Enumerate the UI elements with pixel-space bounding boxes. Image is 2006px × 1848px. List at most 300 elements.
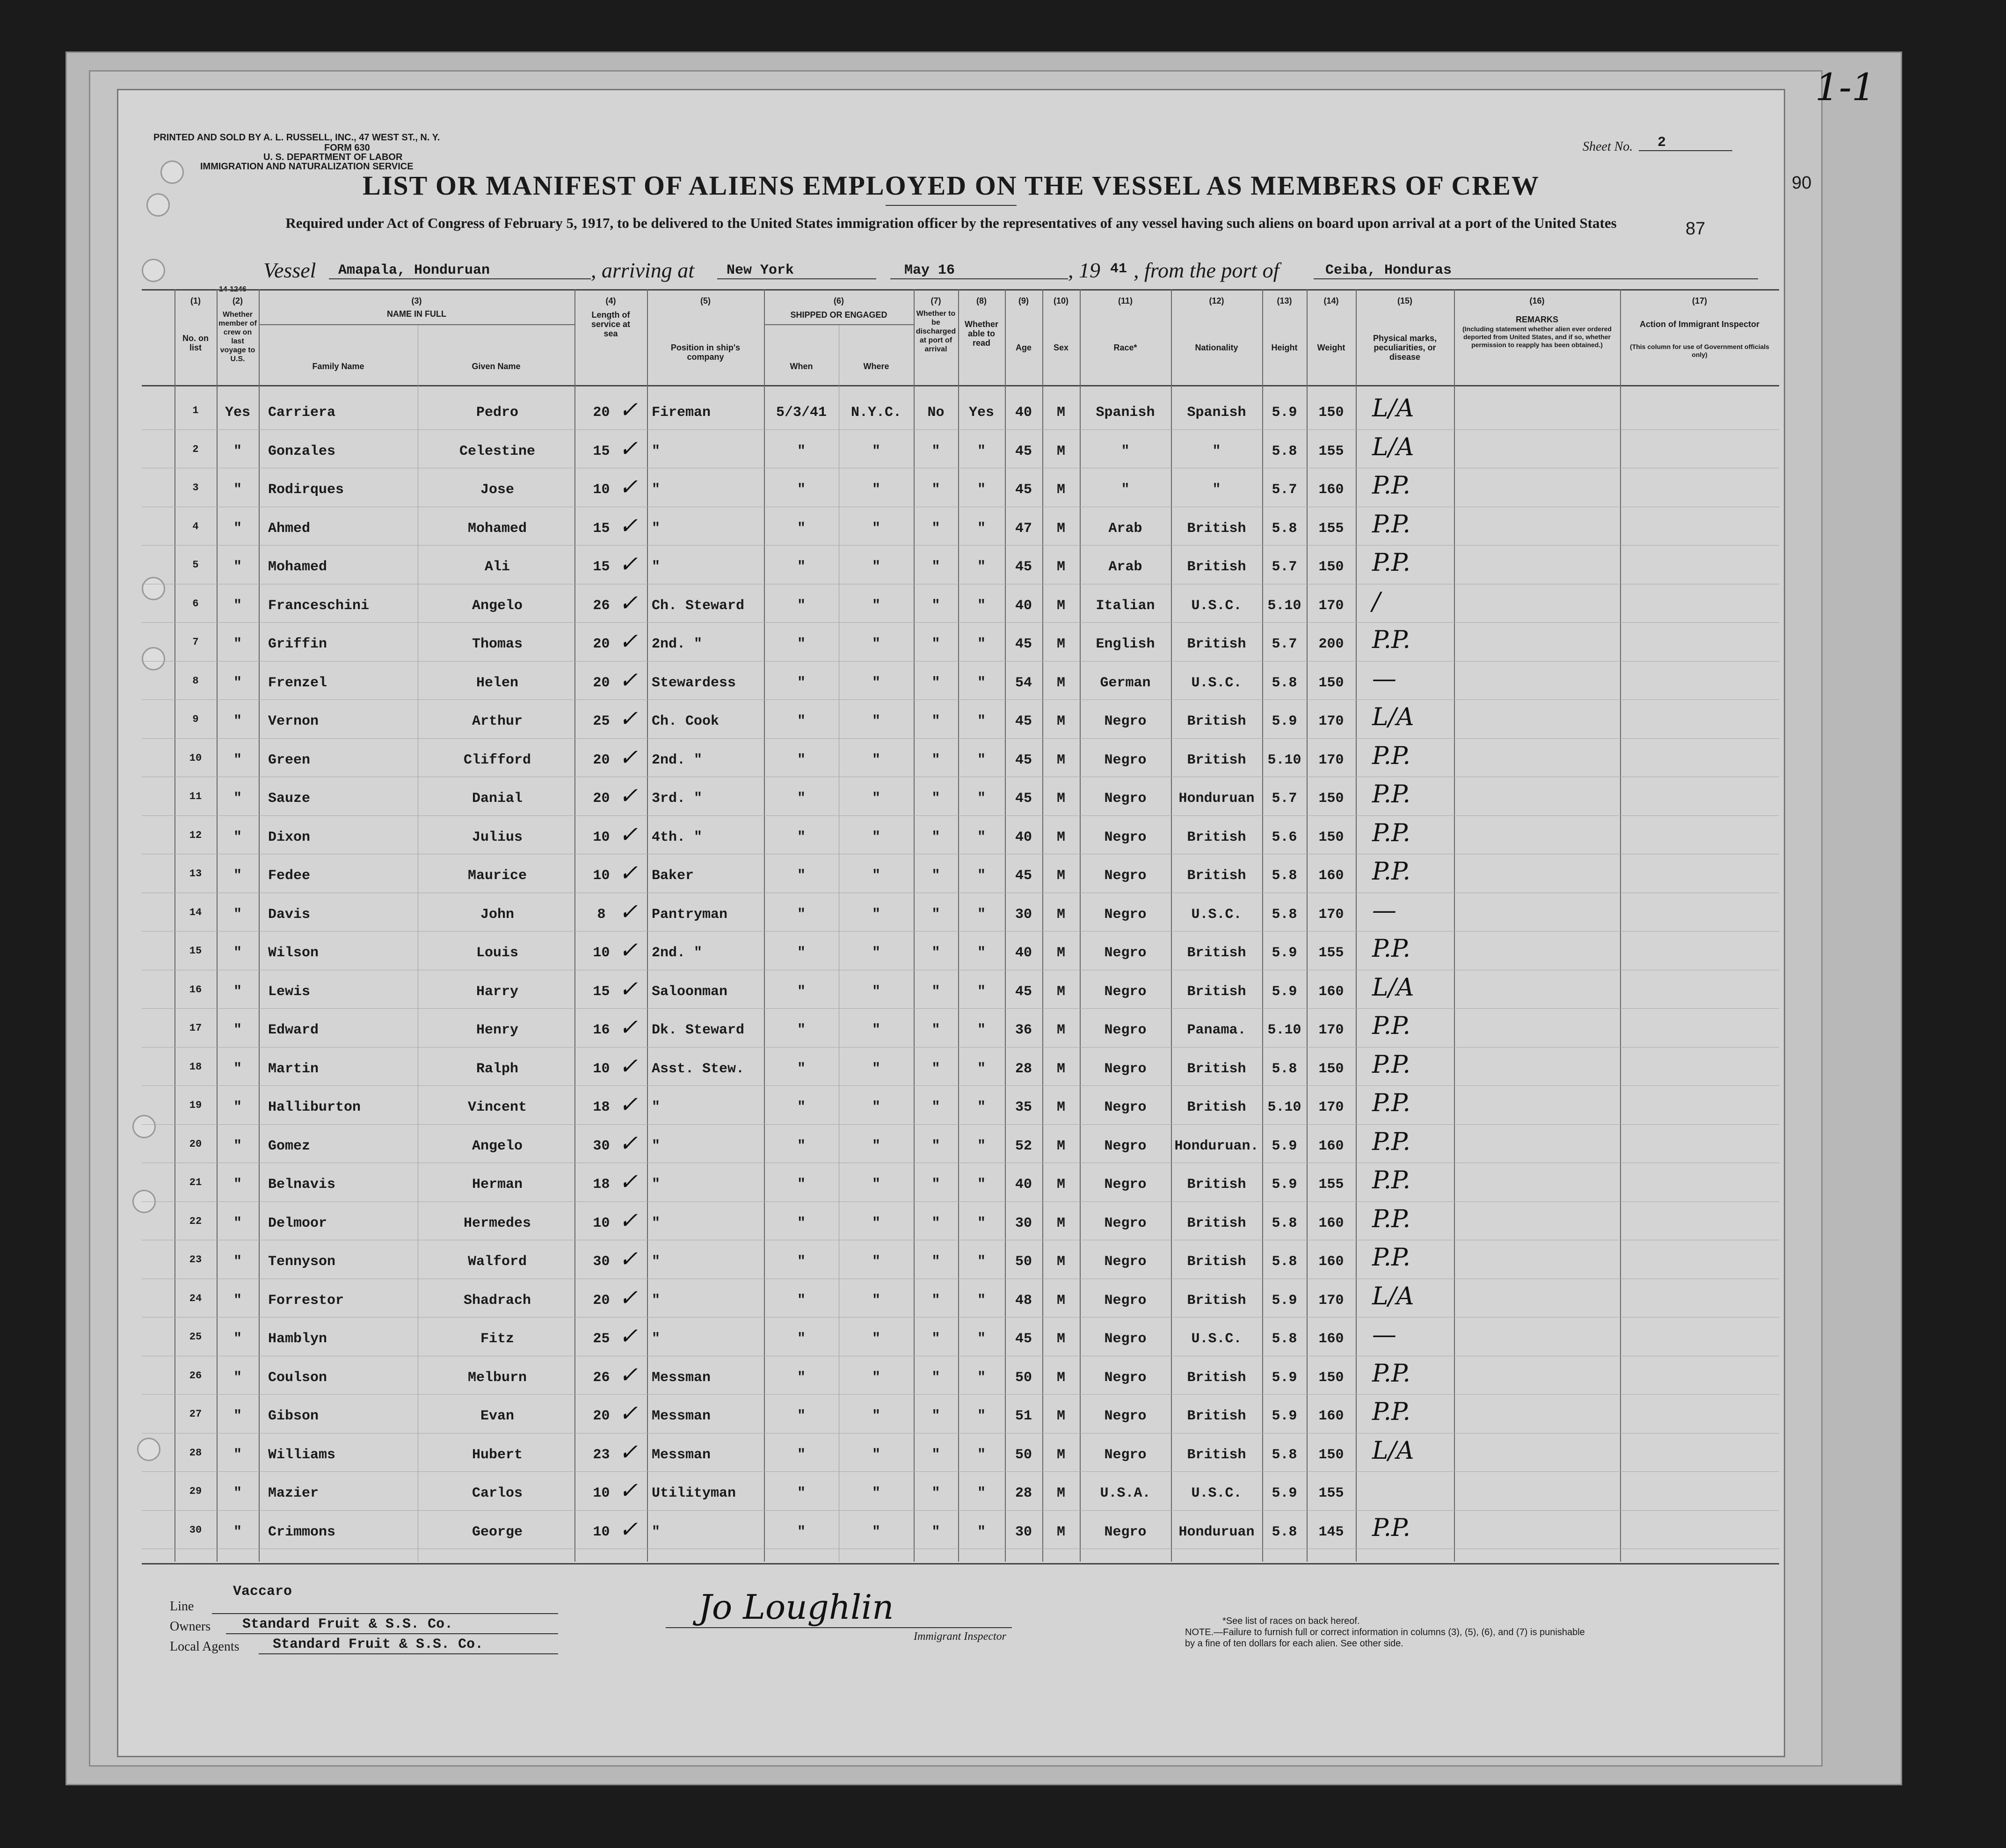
nationality: Honduruan (1178, 1524, 1255, 1540)
height: 5.8 (1272, 1447, 1297, 1463)
col-hdr-5-num: (5) (700, 296, 711, 306)
sex: M (1056, 829, 1065, 845)
last-voyage: " (233, 1215, 242, 1231)
height: 5.8 (1272, 1215, 1297, 1231)
family-name: Gibson (268, 1408, 319, 1424)
col-hdr-12-label: Nationality (1195, 343, 1238, 352)
shipped-when: 5/3/41 (776, 405, 827, 421)
nationality: British (1187, 1369, 1246, 1386)
discharged: " (931, 983, 940, 1000)
family-name: Mazier (268, 1485, 319, 1501)
weight: 150 (1318, 559, 1344, 575)
vessel-value: Amapala, Honduruan (338, 262, 490, 278)
year-value: 41 (1110, 261, 1127, 277)
col-hdr-15-label: Physical marks, peculiarities, or disease (1373, 334, 1437, 362)
given-name: Danial (472, 791, 523, 807)
shipped-when: " (797, 482, 806, 498)
shipped-where: " (872, 482, 880, 498)
race: Negro (1104, 1061, 1147, 1077)
agents-value: Standard Fruit & S.S. Co. (273, 1637, 484, 1652)
check-mark-icon: ✓ (619, 1169, 638, 1195)
row-rule (142, 699, 1779, 700)
height: 5.10 (1267, 1022, 1301, 1038)
family-name: Forrestor (268, 1292, 344, 1309)
physical-marks: P.P. (1372, 858, 1410, 886)
physical-marks: L/A (1372, 1436, 1414, 1465)
shipped-when: " (797, 1022, 806, 1038)
weight: 160 (1318, 1215, 1344, 1231)
height: 5.8 (1272, 1061, 1297, 1077)
col-hdr-3-num: (3) (411, 296, 422, 306)
age: 40 (1015, 945, 1032, 961)
nationality: British (1187, 1099, 1246, 1115)
position: Saloonman (652, 983, 728, 1000)
sex: M (1056, 559, 1065, 575)
race: " (1121, 482, 1130, 498)
agents-underline (259, 1653, 558, 1654)
physical-marks: — (1372, 664, 1396, 693)
discharged: " (931, 1369, 940, 1386)
nationality: British (1187, 636, 1246, 652)
service-years: 20 (593, 752, 610, 768)
race: Negro (1104, 829, 1147, 845)
last-voyage: " (233, 1485, 242, 1501)
shipped-where: " (872, 752, 880, 768)
age: 36 (1015, 1022, 1032, 1038)
race: Arab (1108, 559, 1142, 575)
service-years: 16 (593, 1022, 610, 1038)
age: 50 (1015, 1447, 1032, 1463)
family-name: Edward (268, 1022, 319, 1038)
sex: M (1056, 752, 1065, 768)
height: 5.9 (1272, 1369, 1297, 1386)
shipped-when: " (797, 675, 806, 691)
shipped-when: " (797, 1331, 806, 1347)
race: Negro (1104, 1447, 1147, 1463)
row-no: 24 (189, 1292, 202, 1304)
agents-label: Local Agents (170, 1639, 240, 1654)
row-rule (142, 815, 1779, 816)
row-rule (142, 1471, 1779, 1472)
position: Dk. Steward (652, 1022, 745, 1038)
family-name: Davis (268, 906, 311, 923)
last-voyage: " (233, 482, 242, 498)
family-name: Williams (268, 1447, 336, 1463)
age: 45 (1015, 1331, 1032, 1347)
discharged: " (931, 1292, 940, 1309)
age: 40 (1015, 597, 1032, 614)
sex: M (1056, 1447, 1065, 1463)
height: 5.7 (1272, 482, 1297, 498)
height: 5.7 (1272, 791, 1297, 807)
physical-marks: P.P. (1372, 780, 1410, 808)
height: 5.9 (1272, 1292, 1297, 1309)
shipped-where: " (872, 1447, 880, 1463)
race: U.S.A. (1100, 1485, 1151, 1501)
name-subhead-rule (259, 324, 574, 325)
race: Negro (1104, 1369, 1147, 1386)
sex: M (1056, 1292, 1065, 1309)
race: Negro (1104, 1524, 1147, 1540)
physical-marks: P.P. (1372, 1398, 1410, 1426)
position: " (652, 482, 661, 498)
nationality: British (1187, 1177, 1246, 1193)
col-hdr-given: Given Name (472, 362, 521, 371)
service-years: 20 (593, 1408, 610, 1424)
height: 5.9 (1272, 1408, 1297, 1424)
nationality: U.S.C. (1191, 597, 1242, 614)
header-bottom-rule (142, 385, 1779, 386)
sex: M (1056, 405, 1065, 421)
shipped-subhead-rule (764, 324, 914, 325)
physical-marks: P.P. (1372, 1205, 1410, 1233)
race: Spanish (1096, 405, 1155, 421)
weight: 170 (1318, 1022, 1344, 1038)
discharged: " (931, 1331, 940, 1347)
given-name: Hermedes (463, 1215, 531, 1231)
shipped-where: " (872, 1408, 880, 1424)
physical-marks: L/A (1372, 703, 1414, 731)
age: 28 (1015, 1061, 1032, 1077)
shipped-where: " (872, 443, 880, 459)
check-mark-icon: ✓ (619, 1439, 638, 1465)
shipped-when: " (797, 636, 806, 652)
col-line (1620, 289, 1621, 1562)
family-name: Coulson (268, 1369, 327, 1386)
weight: 170 (1318, 597, 1344, 614)
family-name: Griffin (268, 636, 327, 652)
sex: M (1056, 1177, 1065, 1193)
check-mark-icon: ✓ (619, 975, 638, 1002)
position: " (652, 1254, 661, 1270)
sex: M (1056, 520, 1065, 537)
col-hdr-3-label: NAME IN FULL (387, 309, 446, 319)
check-mark-icon: ✓ (619, 1323, 638, 1349)
service-years: 15 (593, 559, 610, 575)
last-voyage: " (233, 1292, 242, 1309)
sex: M (1056, 1331, 1065, 1347)
last-voyage: " (233, 1254, 242, 1270)
nationality: British (1187, 752, 1246, 768)
row-no: 28 (189, 1447, 202, 1459)
last-voyage: " (233, 791, 242, 807)
given-name: Hubert (472, 1447, 523, 1463)
col-line (647, 289, 648, 1562)
sex: M (1056, 906, 1065, 923)
discharged: " (931, 1022, 940, 1038)
position: " (652, 559, 661, 575)
row-no: 10 (189, 752, 202, 764)
age: 28 (1015, 1485, 1032, 1501)
able-to-read: " (977, 443, 986, 459)
row-no: 26 (189, 1369, 202, 1382)
weight: 150 (1318, 405, 1344, 421)
physical-marks: P.P. (1372, 1012, 1410, 1040)
age: 30 (1015, 1215, 1032, 1231)
able-to-read: Yes (968, 405, 994, 421)
race: English (1096, 636, 1155, 652)
position: Utilityman (652, 1485, 736, 1501)
physical-marks: P.P. (1372, 1513, 1410, 1542)
height: 5.8 (1272, 1254, 1297, 1270)
position: " (652, 1331, 661, 1347)
check-mark-icon: ✓ (619, 1400, 638, 1426)
nationality: " (1212, 443, 1221, 459)
given-name: Herman (472, 1177, 523, 1193)
height: 5.7 (1272, 636, 1297, 652)
last-voyage: " (233, 1177, 242, 1193)
sex: M (1056, 1485, 1065, 1501)
physical-marks: P.P. (1372, 1244, 1410, 1272)
physical-marks: — (1372, 896, 1396, 924)
col-hdr-16-label: REMARKS (1515, 315, 1558, 324)
position: Asst. Stew. (652, 1061, 745, 1077)
service-years: 26 (593, 1369, 610, 1386)
family-name: Tennyson (268, 1254, 336, 1270)
shipped-where: " (872, 1254, 880, 1270)
row-no: 15 (189, 945, 202, 957)
nationality: U.S.C. (1191, 675, 1242, 691)
height: 5.10 (1267, 597, 1301, 614)
col-hdr-4-num: (4) (605, 296, 616, 306)
from-underline (1314, 278, 1758, 279)
col-hdr-2-label: Whether member of crew on last voyage to U.S. (218, 311, 257, 363)
height: 5.8 (1272, 520, 1297, 537)
given-name: Evan (480, 1408, 514, 1424)
row-no: 11 (189, 791, 202, 802)
family-name: Vernon (268, 713, 319, 729)
nationality: " (1212, 482, 1221, 498)
shipped-when: " (797, 597, 806, 614)
given-name: Shadrach (463, 1292, 531, 1309)
able-to-read: " (977, 906, 986, 923)
age: 45 (1015, 443, 1032, 459)
shipped-when: " (797, 443, 806, 459)
able-to-read: " (977, 868, 986, 884)
shipped-where: " (872, 1215, 880, 1231)
position: " (652, 1099, 661, 1115)
check-mark-icon: ✓ (619, 1516, 638, 1542)
height: 5.9 (1272, 945, 1297, 961)
shipped-where: " (872, 1485, 880, 1501)
discharged: " (931, 1524, 940, 1540)
age: 50 (1015, 1254, 1032, 1270)
row-no: 23 (189, 1254, 202, 1266)
service-years: 10 (593, 1524, 610, 1540)
physical-marks: L/A (1372, 394, 1414, 422)
able-to-read: " (977, 1331, 986, 1347)
nationality: British (1187, 520, 1246, 537)
row-no: 27 (189, 1408, 202, 1420)
last-voyage: " (233, 1138, 242, 1154)
sex: M (1056, 713, 1065, 729)
weight: 155 (1318, 1177, 1344, 1193)
height: 5.9 (1272, 405, 1297, 421)
able-to-read: " (977, 482, 986, 498)
position: " (652, 1177, 661, 1193)
family-name: Mohamed (268, 559, 327, 575)
sex: M (1056, 1254, 1065, 1270)
physical-marks: P.P. (1372, 549, 1410, 577)
col-hdr-7-num: (7) (930, 296, 941, 306)
form-number: FORM 630 (324, 143, 370, 153)
sex: M (1056, 482, 1065, 498)
family-name: Carriera (268, 405, 336, 421)
position: " (652, 1292, 661, 1309)
able-to-read: " (977, 1408, 986, 1424)
shipped-where: N.Y.C. (850, 405, 902, 421)
sex: M (1056, 983, 1065, 1000)
given-name: Maurice (467, 868, 527, 884)
shipped-where: " (872, 1369, 880, 1386)
family-name: Gomez (268, 1138, 311, 1154)
able-to-read: " (977, 636, 986, 652)
row-no: 3 (192, 482, 199, 494)
row-no: 4 (192, 520, 199, 532)
check-mark-icon: ✓ (619, 821, 638, 848)
service-years: 20 (593, 675, 610, 691)
race: Negro (1104, 1177, 1147, 1193)
check-mark-icon: ✓ (619, 1053, 638, 1079)
nationality: British (1187, 1061, 1246, 1077)
check-mark-icon: ✓ (619, 628, 638, 655)
family-name: Crimmons (268, 1524, 336, 1540)
col-hdr-1-num: (1) (190, 296, 201, 306)
given-name: Julius (472, 829, 523, 845)
shipped-when: " (797, 1061, 806, 1077)
shipped-when: " (797, 906, 806, 923)
service-years: 30 (593, 1254, 610, 1270)
discharged: " (931, 945, 940, 961)
given-name: Walford (467, 1254, 527, 1270)
physical-marks: P.P. (1372, 742, 1410, 770)
row-no: 20 (189, 1138, 202, 1150)
service-years: 26 (593, 597, 610, 614)
height: 5.8 (1272, 1331, 1297, 1347)
printer-line: PRINTED AND SOLD BY A. L. RUSSELL, INC., 47 WEST ST., N. Y. (153, 132, 440, 143)
last-voyage: " (233, 829, 242, 845)
row-no: 5 (192, 559, 199, 571)
age: 45 (1015, 868, 1032, 884)
col-line (1454, 289, 1455, 1562)
physical-marks: P.P. (1372, 626, 1410, 654)
weight: 150 (1318, 1369, 1344, 1386)
line-label: Line (170, 1599, 194, 1614)
service-years: 15 (593, 520, 610, 537)
nationality: Honduruan. (1174, 1138, 1259, 1154)
inspector-signature: Jo Loughlin (698, 1587, 894, 1627)
physical-marks: P.P. (1372, 1089, 1410, 1117)
age: 45 (1015, 983, 1032, 1000)
title-rule (886, 205, 1017, 206)
race: " (1121, 443, 1130, 459)
height: 5.9 (1272, 983, 1297, 1000)
col-line (259, 289, 260, 1562)
row-rule (142, 738, 1779, 739)
age: 45 (1015, 482, 1032, 498)
row-rule (142, 1008, 1779, 1009)
nationality: Panama. (1187, 1022, 1246, 1038)
family-name: Martin (268, 1061, 319, 1077)
check-mark-icon: ✓ (619, 937, 638, 963)
race: Negro (1104, 1099, 1147, 1115)
shipped-when: " (797, 791, 806, 807)
shipped-where: " (872, 713, 880, 729)
sex: M (1056, 1408, 1065, 1424)
row-no: 9 (192, 713, 199, 725)
row-no: 16 (189, 983, 202, 996)
last-voyage: " (233, 443, 242, 459)
check-mark-icon: ✓ (619, 397, 638, 423)
physical-marks: L/A (1372, 973, 1414, 1002)
given-name: Ali (484, 559, 510, 575)
position: " (652, 1215, 661, 1231)
weight: 160 (1318, 1408, 1344, 1424)
race: Negro (1104, 868, 1147, 884)
height: 5.10 (1267, 752, 1301, 768)
family-name: Halliburton (268, 1099, 361, 1115)
family-name: Frenzel (268, 675, 327, 691)
check-mark-icon: ✓ (619, 1284, 638, 1311)
discharged: " (931, 675, 940, 691)
height: 5.8 (1272, 443, 1297, 459)
weight: 160 (1318, 983, 1344, 1000)
height: 5.9 (1272, 1177, 1297, 1193)
sex: M (1056, 1022, 1065, 1038)
last-voyage: " (233, 520, 242, 537)
vessel-label: Vessel (263, 258, 316, 282)
owners-label: Owners (170, 1619, 211, 1634)
family-name: Gonzales (268, 443, 336, 459)
arriving-underline (717, 278, 876, 279)
shipped-where: " (872, 1331, 880, 1347)
last-voyage: " (233, 1408, 242, 1424)
sheet-no-label: Sheet No. (1583, 139, 1633, 154)
age: 45 (1015, 636, 1032, 652)
col-hdr-16-note: (Including statement whether alien ever ordered deported from United States, and if so, whether permission to reapply has been obtained.) (1462, 325, 1612, 349)
age: 52 (1015, 1138, 1032, 1154)
discharged: " (931, 868, 940, 884)
discharged: " (931, 443, 940, 459)
discharged: " (931, 1485, 940, 1501)
weight: 160 (1318, 868, 1344, 884)
given-name: Celestine (459, 443, 536, 459)
weight: 170 (1318, 713, 1344, 729)
position: Ch. Steward (652, 597, 745, 614)
position: Messman (652, 1369, 711, 1386)
position: Ch. Cook (652, 713, 720, 729)
row-rule (142, 622, 1779, 623)
last-voyage: " (233, 1022, 242, 1038)
owners-underline (226, 1633, 558, 1634)
position: Stewardess (652, 675, 736, 691)
shipped-when: " (797, 559, 806, 575)
margin-mark-tr: 1-1 (1815, 65, 1875, 109)
check-mark-icon: ✓ (619, 1207, 638, 1234)
shipped-when: " (797, 1177, 806, 1193)
family-name: Green (268, 752, 311, 768)
nationality: U.S.C. (1191, 1485, 1242, 1501)
shipped-when: " (797, 1215, 806, 1231)
able-to-read: " (977, 791, 986, 807)
position: 2nd. " (652, 636, 703, 652)
family-name: Wilson (268, 945, 319, 961)
col-hdr-7-label: Whether to be discharged at port of arrival (916, 310, 956, 353)
row-no: 8 (192, 675, 199, 687)
age: 50 (1015, 1369, 1032, 1386)
race: Negro (1104, 713, 1147, 729)
position: " (652, 1524, 661, 1540)
